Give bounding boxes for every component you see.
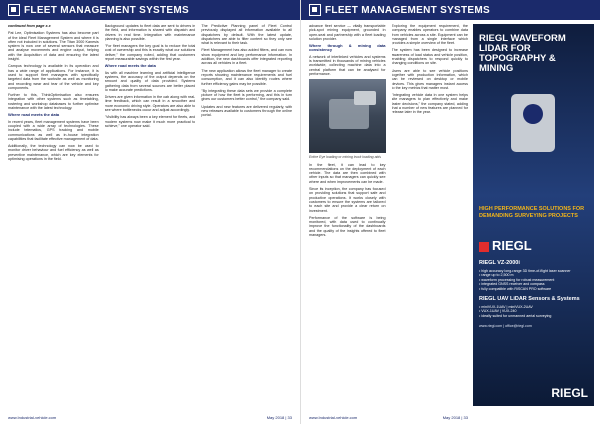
article-column-1 <box>8 24 99 408</box>
section-title: FLEET MANAGEMENT SYSTEMS <box>24 4 189 16</box>
article-columns <box>8 24 292 408</box>
paragraph: "Integrating vehicle data in one system helps site managers to plan effectively and make faster decisions," the company stated, adding that a number of new features are planned for release later in the year. <box>391 93 468 115</box>
ad-feature-list-1 <box>479 269 590 291</box>
paragraph: Campus technology is available in its operation and has a wide range of applications. For instance, it is used to support fleet managers with specifically targeted data from the worksite as well as monitoring and recording wear and tear of the vehicle and key components. <box>8 64 99 90</box>
article-columns <box>309 24 468 408</box>
paragraph: Exploring the equipment requirement, the company enables operators to combine data from vehicles across a site. Equipment can be managed from a single interface which provides a simple overview of the fleet. <box>391 24 468 46</box>
section-logo-icon <box>8 4 20 16</box>
ad-feature: • miniVUX-1UAV | miniVUX-2UAV <box>479 305 590 309</box>
ad-corner-logo: RIEGL <box>551 386 588 400</box>
ad-tagline: HIGH PERFORMANCE SOLUTIONS FOR DEMANDING SURVEYING PROJECTS <box>479 206 585 219</box>
paragraph: In the fleet, it can lead to key recommendations on the deployment of each vehicle. The data are then combined with other inputs so that managers can quickly see where and when improvements can be made. <box>309 162 386 184</box>
right-page <box>300 0 600 424</box>
article-photo <box>309 79 386 153</box>
article-column-2 <box>392 24 469 408</box>
paragraph: "Visibility has always been a key element for fleets, and modern systems now make it much more practical to achieve," one operator said. <box>104 115 196 128</box>
ad-contact[interactable]: www.riegl.com | office@riegl.com <box>479 324 532 328</box>
paragraph: Fleet Management has also added filters, and can now show equipment and key performance information. In addition, the new dashboards offer integrated reporting across all vehicles in a fleet. <box>201 48 293 66</box>
paragraph: Drivers are given information in the cab along with real-time feedback, which can result in a smoother and more economic driving style. Operators are also able to see where bottlenecks occur and adjust accordingly. <box>104 95 196 113</box>
ad-model-2: RIEGL UAV LiDAR Sensors & Systems <box>479 296 580 302</box>
footer-website: www.Industrial-vehicle.com <box>8 415 57 420</box>
ad-feature: • ideally suited for unmanned aerial surveying <box>479 314 590 318</box>
subheading: Where road meets the data <box>8 112 60 118</box>
paragraph: The Predictive Planning panel of Fleet Control previously displayed all information available to all dispatchers by default. With the latest update, dispatchers are able to filter content so they only see what is relevant to their task. <box>201 24 293 46</box>
paragraph: The system has been designed to increase awareness of load status and vehicle position, enabling dispatchers to respond quickly to changing conditions on site. <box>391 48 468 66</box>
page-header <box>0 0 300 20</box>
photo-caption: Entire Eye loading or mining truck loading aids <box>309 155 381 160</box>
footer-page-number: May 2018 | 33 <box>266 415 292 420</box>
paragraph: In recent years, fleet management systems have been coupled with a wide array of technologies. These include telematics, GPS tracking and mobile communications as well as in-house integration capabilities that facilitate effective management of data. <box>8 119 99 141</box>
subheading: Where road meets the data <box>104 63 156 69</box>
ad-feature: • integrated GNSS receiver and compass <box>479 282 590 286</box>
truck-cab-image <box>354 91 376 105</box>
paragraph: advance fleet service — vitally transportable pick-spot mining equipment, grounded in open-seat and partnership with a fleet loading solution provider. <box>309 24 386 41</box>
ad-feature: • high accuracy long-range 3D time-of-flight laser scanner <box>479 269 590 273</box>
section-logo-icon <box>309 4 321 16</box>
ad-feature-list-2 <box>479 305 590 318</box>
footer-page-number: May 2018 | 33 <box>442 415 468 420</box>
paragraph: The new application allows the fleet manager to create reports showing maintenance requirements and fuel consumption, and it can also identify routes where further efficiency gains may be possible. <box>201 68 293 86</box>
paragraph: "By integrating these data sets we provide a complete picture of how the fleet is performing, and this in turn gives our customers better control," the company said. <box>201 88 293 102</box>
paragraph: Pat Lee, Optimisation Systems has also become part of the ideal Fleet Management System and where it is often not included in solutions. The Titan 3000 Kanesis system is now one of several sensors that measure and analyse movements and engine output, helping with the Acquisition of data and ensuring the latest insight. <box>8 31 99 62</box>
paragraph: Since its inception, the company has focused on providing solutions that support safe and productive operations. It works closely with customers to ensure the systems are tailored to each site and provide a clear return on investment. <box>309 187 386 213</box>
paragraph: Further to this, ThinkOptimisation also ensures integration with other systems such as timetabling, rostering and workshop databases to further optimise maintenance with the latest technology. <box>8 93 99 111</box>
paragraph: As with all machine learning and artificial intelligence systems, the accuracy of the output depends on the amount and quality of data provided. Systems gathering data from several sources are better placed to make accurate predictions. <box>104 70 196 92</box>
ad-feature: • fully compatible with RiSCAN PRO software <box>479 287 590 291</box>
section-title: FLEET MANAGEMENT SYSTEMS <box>325 4 490 16</box>
paragraph: Users are able to see vehicle positions together with production information, which can be reviewed on desktop or mobile devices. This gives managers instant access to the key metrics that matter most. <box>391 68 468 90</box>
subheading: Where through & mining data consistency <box>309 43 386 53</box>
scanner-lens-icon <box>523 104 543 124</box>
page-footer <box>309 415 468 420</box>
page-footer <box>8 415 292 420</box>
paragraph: Background updates to fleet data are sent to drivers in the field, and information is shared with dispatch and drivers in real time. Integration with maintenance planning is also possible. <box>104 24 196 41</box>
ad-brand-logo: RIEGL <box>479 238 532 253</box>
article-column-1 <box>309 24 386 408</box>
footer-website: www.Industrial-vehicle.com <box>309 415 358 420</box>
ad-feature: • range up to 2,500 m <box>479 273 590 277</box>
advertisement[interactable] <box>473 24 594 406</box>
paragraph: A network of interlinked vehicles and systems is transmitted in thousands of mining vehicles worldwide, collecting machine data into a central platform that can be analysed for performance. <box>309 54 386 76</box>
ad-title: RIEGL WAVEFORM LIDAR FOR TOPOGRAPHY & MINING <box>479 33 566 74</box>
ad-feature: • waveform processing for robust measurement <box>479 278 590 282</box>
article-column-2 <box>105 24 196 408</box>
article-column-3 <box>201 24 292 408</box>
ad-model-1: RIEGL VZ-2000i <box>479 260 520 266</box>
ad-feature: • VUX-1UAV | VUX-240 <box>479 309 590 313</box>
paragraph: "For fleet managers the key goal is to reduce the total cost of ownership and this is exactly what our solutions deliver," the company noted, adding that customers report measurable savings within the first year. <box>104 44 196 62</box>
continued-note: continued from page x.x <box>8 24 51 28</box>
paragraph: Performance of the software is being monitored, with data used to continually improve the functionality of the dashboards and the quality of the insights offered to fleet managers. <box>309 215 386 238</box>
laser-scanner-image <box>511 94 555 152</box>
page-header <box>301 0 600 20</box>
paragraph: Updates and new features are delivered regularly, with new releases available to customers through the online portal. <box>201 104 293 118</box>
paragraph: Additionally, the technology can now be used to monitor driver behaviour and fuel efficiency as well as preventive maintenance, which are key elements for optimising operations in the field. <box>8 144 99 162</box>
